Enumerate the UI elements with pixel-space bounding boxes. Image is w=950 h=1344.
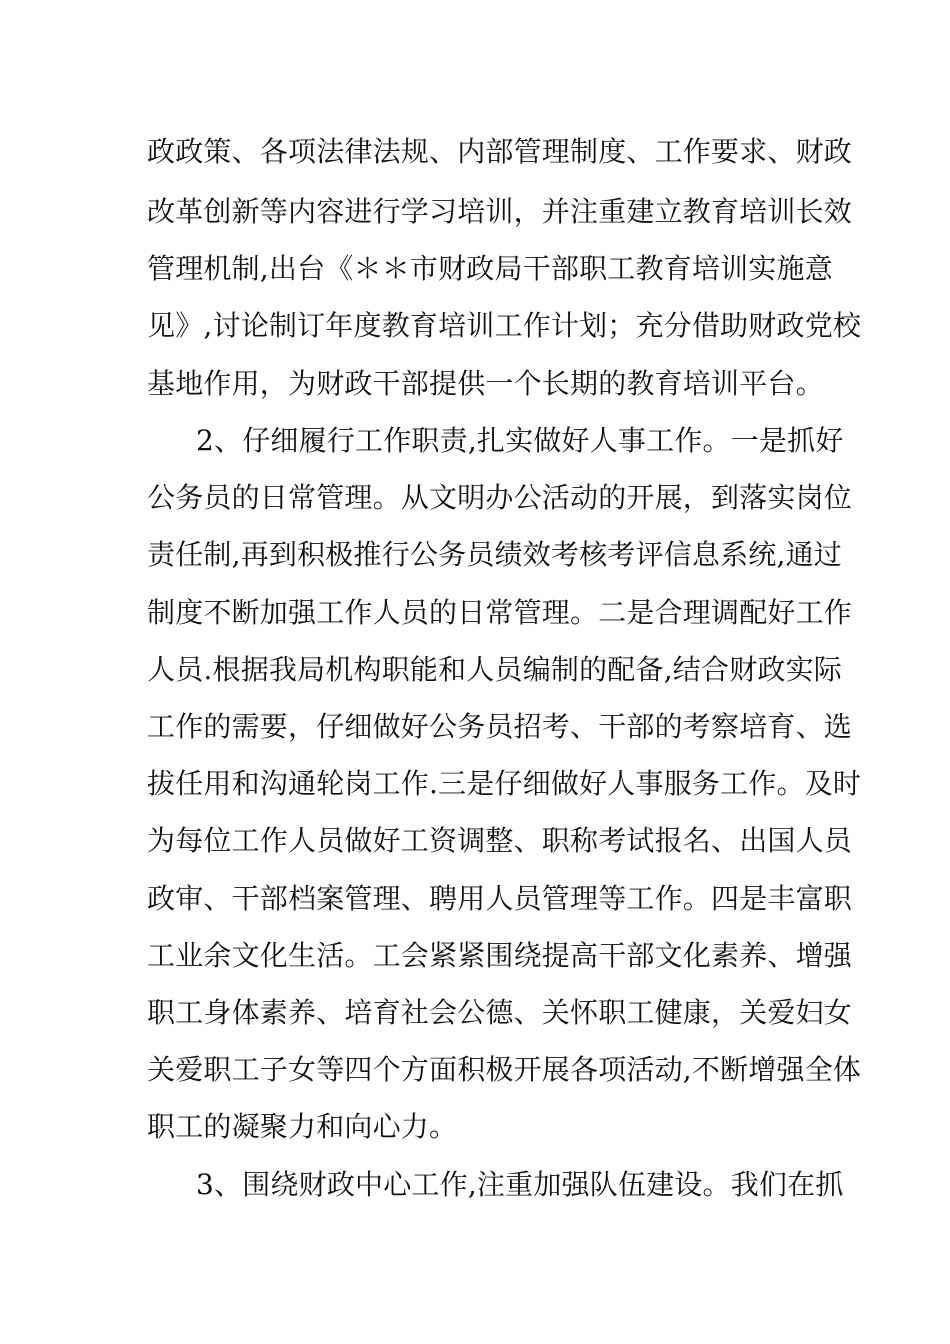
text-line: 为每位工作人员做好工资调整、职称考试报名、出国人员 <box>147 824 853 857</box>
text-line: 人员.根据我局机构职能和人员编制的配备,结合财政实际 <box>147 653 843 686</box>
text-line: 政审、干部档案管理、聘用人员管理等工作。四是丰富职 <box>147 882 853 915</box>
text-line: 政政策、各项法律法规、内部管理制度、工作要求、财政 <box>147 135 853 168</box>
paragraph-3-first-line: 3、围绕财政中心工作,注重加强队伍建设。我们在抓 <box>196 1168 844 1201</box>
text-line: 责任制,再到积极推行公务员绩效考核考评信息系统,通过 <box>147 538 843 571</box>
text-line: 关爱职工子女等四个方面积极开展各项活动,不断增强全体 <box>147 1053 862 1086</box>
text-line: 工作的需要，仔细做好公务员招考、干部的考察培育、选 <box>147 710 853 743</box>
paragraph-2-first-line: 2、仔细履行工作职责,扎实做好人事工作。一是抓好 <box>196 424 844 457</box>
text-line: 工业余文化生活。工会紧紧围绕提高干部文化素养、增强 <box>147 939 853 972</box>
text-line: 改革创新等内容进行学习培训，并注重建立教育培训长效 <box>147 195 853 228</box>
text-line: 管理机制,出台《＊＊市财政局干部职工教育培训实施意 <box>147 252 833 285</box>
text-line: 见》,讨论制订年度教育培训工作计划；充分借助财政党校 <box>147 309 862 342</box>
text-line: 制度不断加强工作人员的日常管理。二是合理调配好工作 <box>147 596 853 629</box>
text-line: 基地作用，为财政干部提供一个长期的教育培训平台。 <box>147 367 824 400</box>
text-line: 职工身体素养、培育社会公德、关怀职工健康，关爱妇女 <box>147 996 853 1029</box>
text-line: 拔任用和沟通轮岗工作.三是仔细做好人事服务工作。及时 <box>147 767 862 800</box>
text-line: 公务员的日常管理。从文明办公活动的开展，到落实岗位 <box>147 481 853 514</box>
text-line: 职工的凝聚力和向心力。 <box>147 1110 458 1143</box>
